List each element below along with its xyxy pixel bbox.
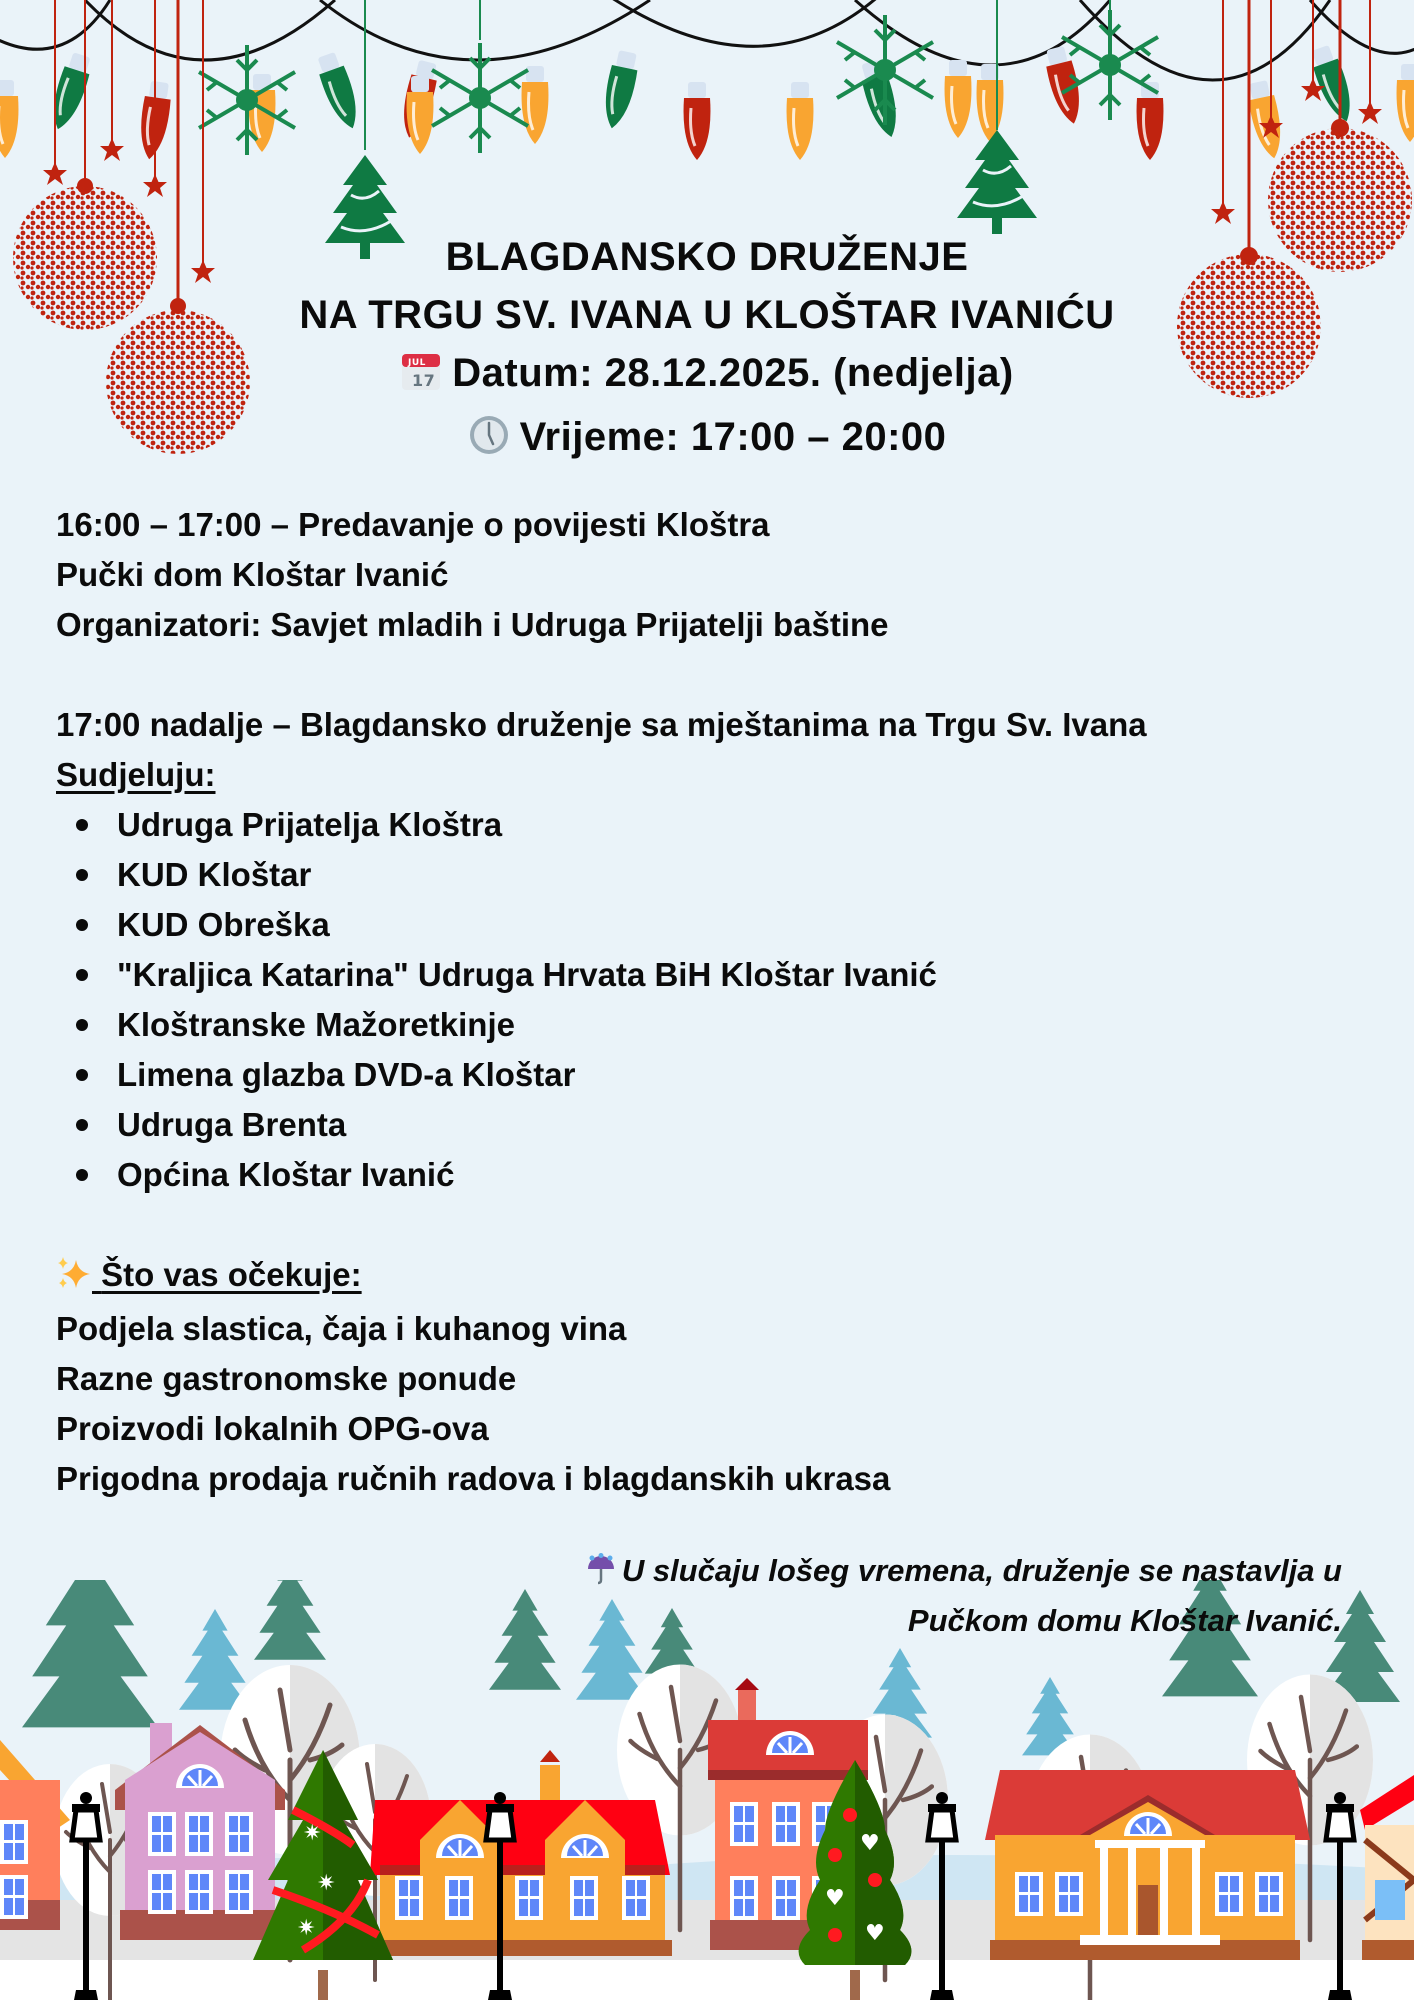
bullet-icon [76,819,88,831]
svg-text:♥: ♥ [860,1831,880,1856]
expect-item: Podjela slastica, čaja i kuhanog vina [56,1310,627,1347]
participants-heading: Sudjeluju: [56,756,216,793]
bullet-icon [76,919,88,931]
clock-icon [468,414,510,472]
bullet-icon [76,869,88,881]
sparkles-icon [56,1254,92,1304]
event-title-line-2: NA TRGU SV. IVANA U KLOŠTAR IVANIĆU [299,293,1115,337]
expect-item: Proizvodi lokalnih OPG-ova [56,1410,489,1447]
svg-text:♥: ♥ [825,1886,845,1911]
umbrella-rain-icon [586,1552,616,1598]
list-item: Općina Kloštar Ivanić [56,1150,1356,1200]
event-header [0,228,1414,472]
svg-text:JUL: JUL [408,358,427,368]
bullet-icon [76,969,88,981]
calendar-icon [400,350,442,408]
lecture-location: Pučki dom Kloštar Ivanić [56,556,449,593]
bad-weather-note-line-1: U slučaju lošeg vremena, druženje se nastavlja u [586,1548,1342,1598]
participants-list [56,800,1356,1200]
list-item: KUD Obreška [56,900,1356,950]
svg-text:✷: ✷ [297,1916,316,1941]
event-program [56,500,1356,1504]
expect-item: Prigodna prodaja ručnih radova i blagdanskih ukrasa [56,1460,891,1497]
list-item: Udruga Prijatelja Kloštra [56,800,1356,850]
lecture-organizers: Organizatori: Savjet mladih i Udruga Prijatelji baštine [56,606,889,643]
expect-heading-text: Što vas očekuje: [101,1256,362,1293]
svg-text:♥: ♥ [865,1921,885,1946]
list-item: "Kraljica Katarina" Udruga Hrvata BiH Kloštar Ivanić [56,950,1356,1000]
bad-weather-note [586,1548,1342,1644]
svg-text:✷: ✷ [303,1821,322,1846]
event-time [0,408,1414,472]
event-date-text: Datum: 28.12.2025. (nedjelja) [452,351,1014,395]
svg-text:17: 17 [412,371,436,390]
bullet-icon [76,1069,88,1081]
bullet-icon [76,1019,88,1031]
list-item: Kloštranske Mažoretkinje [56,1000,1356,1050]
expect-item: Razne gastronomske ponude [56,1360,517,1397]
event-title-line-1: BLAGDANSKO DRUŽENJE [445,235,969,279]
event-time-text: Vrijeme: 17:00 – 20:00 [519,415,947,459]
list-item: Udruga Brenta [56,1100,1356,1150]
bad-weather-note-line-2: Pučkom domu Kloštar Ivanić. [907,1603,1342,1638]
list-item: Limena glazba DVD-a Kloštar [56,1050,1356,1100]
svg-text:✷: ✷ [317,1871,336,1896]
bullet-icon [76,1169,88,1181]
lecture-title: 16:00 – 17:00 – Predavanje o povijesti Kloštra [56,506,770,543]
gathering-title: 17:00 nadalje – Blagdansko druženje sa mještanima na Trgu Sv. Ivana [56,706,1147,743]
event-date [0,344,1414,408]
list-item: KUD Kloštar [56,850,1356,900]
bullet-icon [76,1119,88,1131]
expect-heading [56,1250,1356,1304]
